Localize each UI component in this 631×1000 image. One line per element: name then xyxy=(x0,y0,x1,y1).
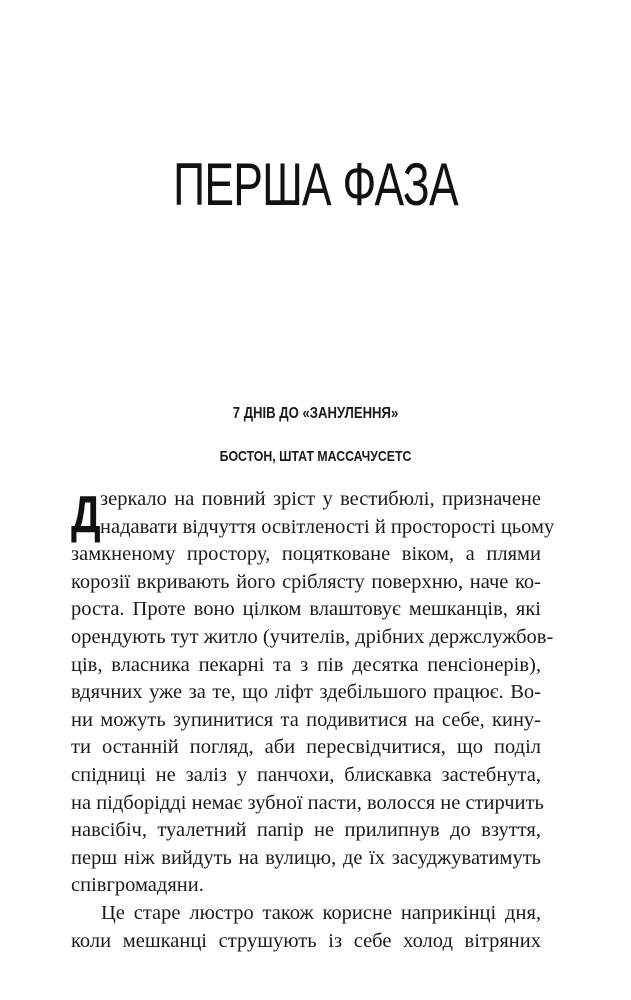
part-title: ПЕРША ФАЗА xyxy=(173,151,458,218)
drop-cap: Д xyxy=(71,486,101,544)
chapter-countdown-heading: 7 ДНІВ ДО «ЗАНУЛЕННЯ» xyxy=(232,405,399,422)
text-line: надавати відчуття освітленості й просторості цьому xyxy=(100,515,555,538)
text-line: орендують тут житло (учителів, дрібних держслужбов- xyxy=(71,625,554,648)
text-line: співгромадяни. xyxy=(71,874,204,897)
chapter-location-heading: БОСТОН, ШТАТ МАССАЧУСЕТС xyxy=(219,448,412,465)
text-line: ців, власника пекарні та з пів десятка пенсіонерів), xyxy=(71,653,541,676)
text-line: вдячних уже за те, що ліфт здебільшого працює. Во- xyxy=(71,681,541,704)
text-line: коли мешканці струшують із себе холод вітряних xyxy=(71,929,541,952)
text-line: спідниці не заліз у панчохи, блискавка застебнута, xyxy=(71,763,541,786)
text-line: ни можуть зупинитися та подивитися на себе, кину- xyxy=(71,708,541,731)
text-line: роста. Проте воно цілком влаштовує мешканців, які xyxy=(71,598,541,621)
text-line: ти останній погляд, аби пересвідчитися, що поділ xyxy=(71,736,541,759)
text-line: зеркало на повний зріст у вестибюлі, призначене xyxy=(100,488,541,510)
text-line: Це старе люстро також корисне наприкінці дня, xyxy=(101,901,541,924)
text-line: на підборідді немає зубної пасти, волосся не стирчить xyxy=(71,791,544,814)
text-line: замкненому простору, поцятковане віком, а плями xyxy=(71,543,541,566)
body-text xyxy=(71,486,555,955)
text-line: перш ніж вийдуть на вулицю, де їх засуджуватимуть xyxy=(71,846,541,869)
text-line: навсібіч, туалетний папір не прилипнув до взуття, xyxy=(71,819,541,842)
text-line: корозії вкривають його сріблясту поверхню, наче ко- xyxy=(71,570,541,593)
